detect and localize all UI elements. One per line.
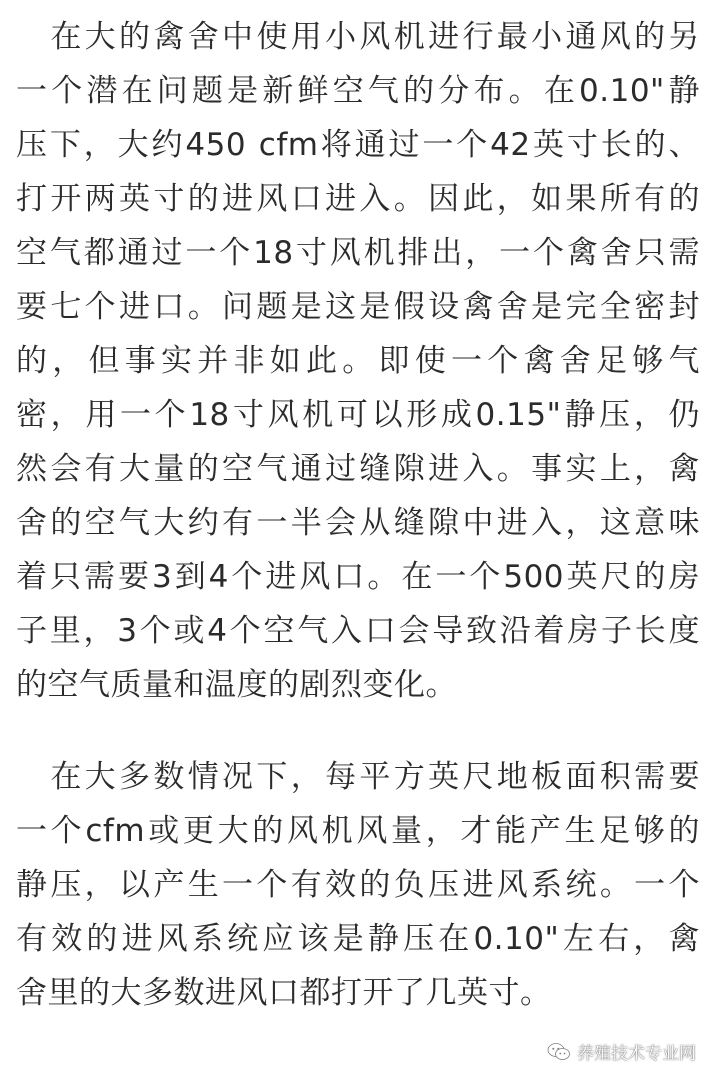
text-line: 着只需要3到4个进风口。在一个500英尺的房 xyxy=(16,559,700,595)
text-line: 密，用一个18寸风机可以形成0.15"静压，仍 xyxy=(16,397,700,433)
text-line: 的，但事实并非如此。即使一个禽舍足够气 xyxy=(16,343,700,379)
text-line: 子里，3个或4个空气入口会导致沿着房子长度 xyxy=(16,613,700,649)
text-line: 在大多数情况下，每平方英尺地板面积需要 xyxy=(16,759,700,795)
text-line: 要七个进口。问题是这是假设禽舍是完全密封 xyxy=(16,289,700,325)
text-line: 一个潜在问题是新鲜空气的分布。在0.10"静 xyxy=(16,73,700,109)
text-line: 舍里的大多数进风口都打开了几英寸。 xyxy=(16,975,552,1011)
text-line: 在大的禽舍中使用小风机进行最小通风的另 xyxy=(16,19,700,55)
watermark xyxy=(547,1039,696,1064)
text-line: 的空气质量和温度的剧烈变化。 xyxy=(16,667,457,703)
text-line: 有效的进风系统应该是静压在0.10"左右，禽 xyxy=(16,921,700,957)
paragraph-2 xyxy=(16,750,700,1020)
text-line: 一个cfm或更大的风机风量，才能产生足够的 xyxy=(16,813,700,849)
text-line: 空气都通过一个18寸风机排出，一个禽舍只需 xyxy=(16,235,700,271)
watermark-text: 养殖技术专业网 xyxy=(577,1044,696,1064)
paragraph-spacer xyxy=(16,712,700,750)
paragraph-1 xyxy=(16,10,700,712)
article-body xyxy=(16,10,700,1020)
text-line: 舍的空气大约有一半会从缝隙中进入，这意味 xyxy=(16,505,700,541)
text-line: 然会有大量的空气通过缝隙进入。事实上，禽 xyxy=(16,451,700,487)
text-line: 压下，大约450 cfm将通过一个42英寸长的、 xyxy=(16,127,700,163)
text-line: 静压，以产生一个有效的负压进风系统。一个 xyxy=(16,867,700,903)
text-line: 打开两英寸的进风口进入。因此，如果所有的 xyxy=(16,181,700,217)
wechat-icon xyxy=(547,1042,571,1062)
